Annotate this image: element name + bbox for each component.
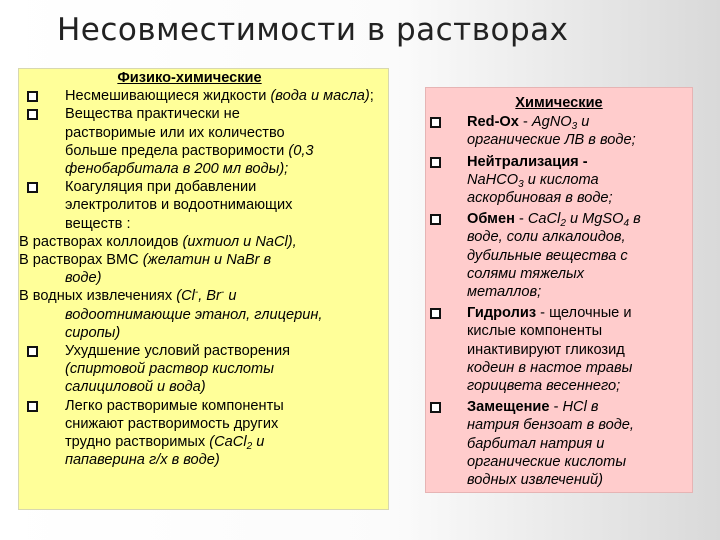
square-bullet-icon (430, 308, 441, 319)
square-bullet-icon (430, 402, 441, 413)
list-item-redox: Red-Ox - AgNO$_3$ и органические ЛВ в воде; (426, 113, 692, 149)
square-bullet-icon (430, 157, 441, 168)
list-item-insoluble-substances: Вещества практически не растворимые или их количество больше предела растворимости (0,3 фенобарбитала в 200 мл воды); (19, 105, 388, 178)
chemical-panel (425, 87, 693, 493)
square-bullet-icon (27, 346, 38, 357)
physico-chemical-panel (18, 68, 389, 510)
vms-line: В растворах ВМС (желатин и NaBr в воде) (19, 252, 272, 287)
list-item-worse-dissolution: Ухудшение условий растворения (спиртовой раствор кислоты салициловой и вода) (19, 342, 388, 397)
list-item-exchange: Обмен - CaCl$_2$ и MgSO$_4$ в воде, соли алкалоидов, дубильные вещества с солями тяжелых металлов; (426, 210, 692, 301)
square-bullet-icon (27, 182, 38, 193)
list-item-immiscible-liquids: Несмешивающиеся жидкости (вода и масла); (19, 87, 388, 105)
list-item-soluble-components: Легко растворимые компоненты снижают растворимость других трудно растворимых (CaCl$_2$ и папаверина г/х в воде) (19, 397, 388, 470)
square-bullet-icon (27, 401, 38, 412)
chemical-heading: Химические (515, 95, 603, 111)
square-bullet-icon (430, 117, 441, 128)
list-item-substitution: Замещение - HCl в натрия бензоат в воде, барбитал натрия и органические кислоты водных извлечений) (426, 398, 692, 489)
physico-chemical-heading: Физико-химические (117, 70, 262, 86)
list-item-coagulation: Коагуляция при добавлении электролитов и водоотнимающих веществ : (19, 178, 388, 233)
square-bullet-icon (27, 109, 38, 120)
square-bullet-icon (27, 91, 38, 102)
list-item-neutralization: Нейтрализация - NaHCO$_3$ и кислота аскорбиновая в воде; (426, 153, 692, 208)
list-item-hydrolysis: Гидролиз - щелочные и кислые компоненты инактивируют гликозид кодеин в настое травы горицвета весеннего; (426, 304, 692, 395)
slide-title: Несовместимости в растворах (57, 12, 569, 48)
square-bullet-icon (430, 214, 441, 225)
extract-line: В водных извлечениях (Cl-, Br- и водоотнимающие этанол, глицерин, сиропы) (19, 287, 323, 341)
colloid-line: В растворах коллоидов (ихтиол и NaCl), (19, 233, 297, 250)
